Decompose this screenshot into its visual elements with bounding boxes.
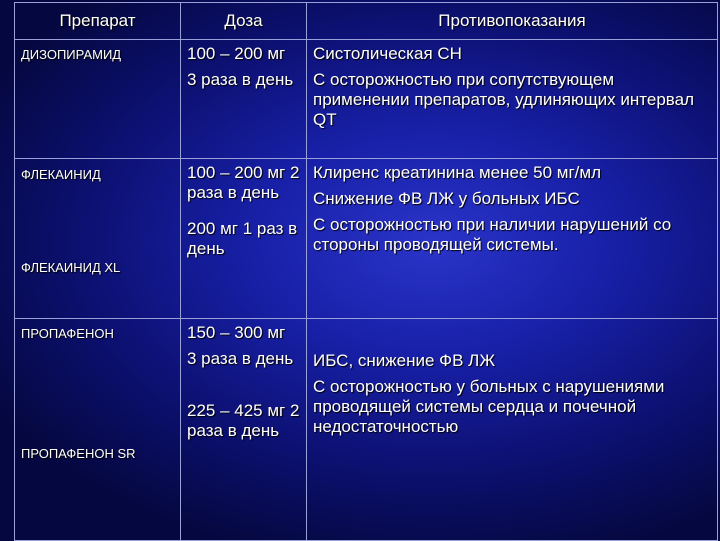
table-row (15, 40, 718, 159)
contraindication-text: Клиренс креатинина менее 50 мг/мл (313, 163, 602, 183)
contraindication-text: С осторожностью при наличии нарушений со стороны проводящей системы. (313, 215, 672, 255)
dose-text: 3 раза в день (187, 70, 294, 90)
contraindication-text: Систолическая СН (313, 44, 462, 64)
dose-text: 225 – 425 мг 2 раза в день (187, 400, 300, 440)
drug-name: ПРОПАФЕНОН SR (21, 445, 136, 461)
dose-text: 3 раза в день (187, 348, 294, 368)
contraindications-cell (307, 318, 718, 540)
drug-cell (15, 40, 181, 159)
contraindications-cell (307, 159, 718, 318)
drug-cell (15, 159, 181, 318)
header-contraindications: Противопоказания (307, 3, 718, 40)
drug-cell (15, 318, 181, 540)
drug-name: ПРОПАФЕНОН (21, 325, 114, 341)
dose-text: 150 – 300 мг (187, 322, 286, 342)
header-drug: Препарат (15, 3, 181, 40)
contraindication-text: ИБС, снижение ФВ ЛЖ (313, 350, 496, 370)
drug-name: ФЛЕКАИНИД (21, 167, 101, 183)
dose-cell (181, 159, 307, 318)
table-row (15, 159, 718, 318)
dose-cell (181, 40, 307, 159)
dose-text: 200 мг 1 раз в день (187, 219, 298, 259)
dose-text: 100 – 200 мг 2 раза в день (187, 163, 300, 203)
table-row (15, 318, 718, 540)
contraindication-text: С осторожностью у больных с нарушениями проводящей системы сердца и почечной недостаточностью (313, 376, 665, 436)
drug-name: ДИЗОПИРАМИД (21, 47, 122, 63)
contraindication-text: Снижение ФВ ЛЖ у больных ИБС (313, 189, 580, 209)
dose-text: 100 – 200 мг (187, 44, 286, 64)
dose-cell (181, 318, 307, 540)
header-dose: Доза (181, 3, 307, 40)
contraindication-text: С осторожностью при сопутствующем применении препаратов, удлиняющих интервал QT (313, 70, 695, 130)
table-header-row (15, 3, 718, 40)
drug-name: ФЛЕКАИНИД XL (21, 260, 121, 276)
contraindications-cell (307, 40, 718, 159)
drug-table (14, 2, 718, 541)
